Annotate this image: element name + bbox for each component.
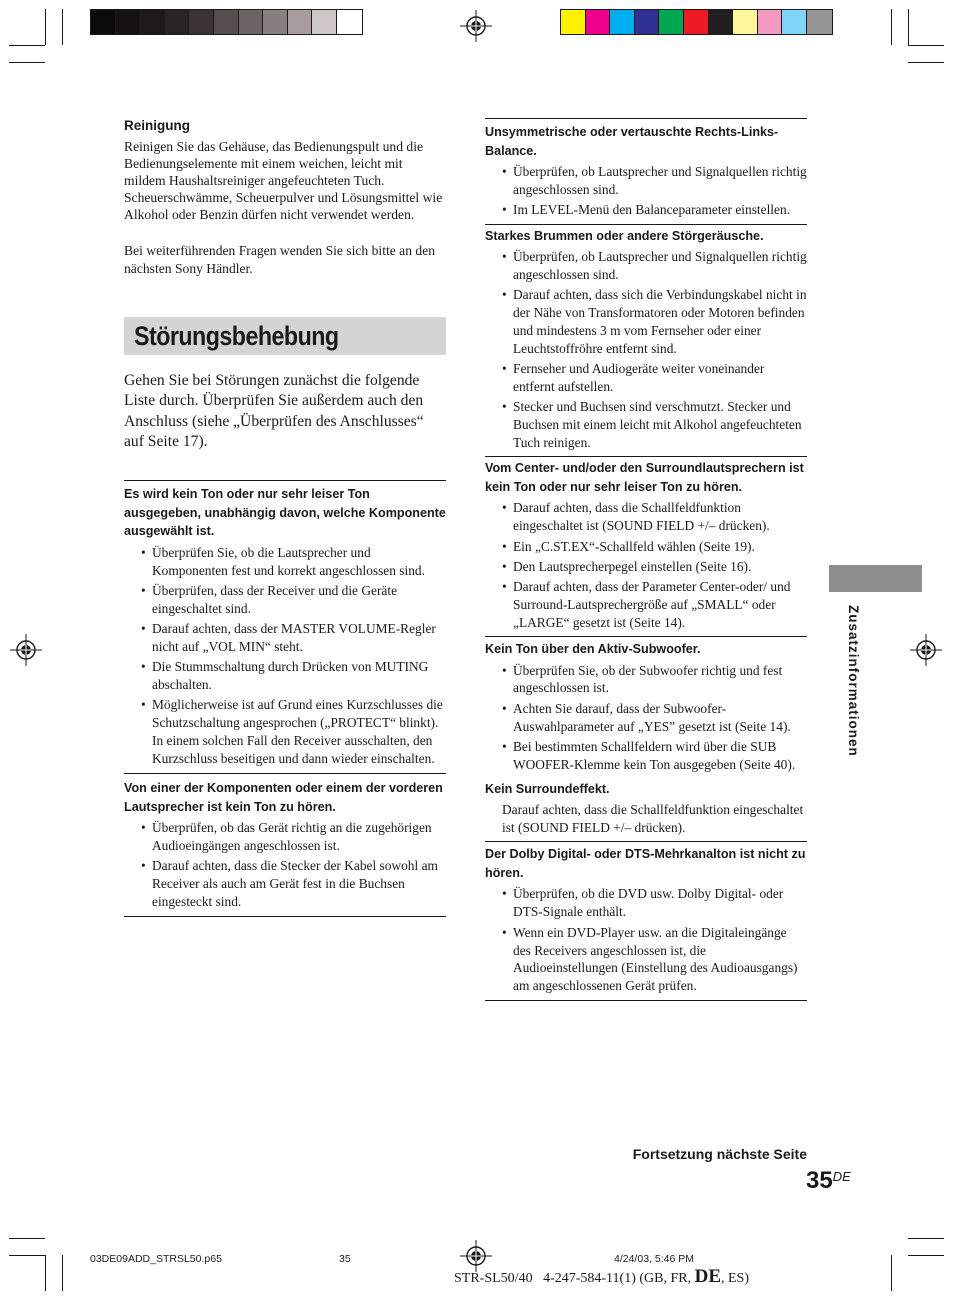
section-banner [124,317,446,355]
grayscale-bar [90,9,363,35]
divider [485,1000,807,1001]
cleaning-heading: Reinigung [124,118,190,133]
crop-mark [908,45,944,46]
footer-model-suffix: , ES) [721,1271,749,1286]
list-item: • Fernseher und Audiogeräte weiter voneinander entfernt aufstellen. [485,360,807,396]
continued-note: Fortsetzung nächste Seite [632,1146,807,1162]
color-swatch [288,10,313,34]
section-title: Kein Surroundeffekt. [485,781,610,796]
list-item: • Darauf achten, dass der Parameter Center-oder/ und Surround-Lautsprechergröße auf „SMALL“ oder „LARGE“ gesetzt ist (Seite 14). [485,578,807,632]
bullet-list [485,662,807,774]
crop-mark [908,1255,944,1256]
bullet-list [124,544,446,768]
crop-mark [908,9,909,45]
list-item: • Stecker und Buchsen sind verschmutzt. Stecker und Buchsen mit einem leicht mit Alkohol angefeuchteten Tuch reinigen. [485,398,807,452]
trouble-section [124,481,446,773]
crop-mark [9,1238,45,1239]
bullet-list [124,819,446,911]
list-item: • Überprüfen, ob das Gerät richtig an die zugehörigen Audioeingängen angeschlossen ist. [124,819,446,855]
footer-model-prefix: STR-SL50/40 4-247-584-11(1) (GB, FR, [454,1271,695,1286]
contact-text: Bei weiterführenden Fragen wenden Sie sich bitte an den nächsten Sony Händler. [124,243,436,276]
color-swatch [807,10,832,34]
color-swatch [635,10,660,34]
color-swatch [239,10,264,34]
crop-mark [908,1238,944,1239]
list-item: • Überprüfen, ob Lautsprecher und Signalquellen richtig angeschlossen sind. [485,248,807,284]
trouble-section [485,778,807,841]
color-bar [560,9,833,35]
divider [124,916,446,917]
crop-mark [891,9,892,45]
section-text: Darauf achten, dass die Schallfeldfunktion eingeschaltet ist (SOUND FIELD +/– drücken). [502,802,804,836]
list-item: • Darauf achten, dass sich die Verbindungskabel nicht in der Nähe von Transformatoren oder Motoren befinden und mindestens 3 m vom Fernseher oder einer Leuchtstoffröhre entfernt sind. [485,286,807,358]
bullet-list [485,885,807,995]
footer-date: 4/24/03, 5:46 PM [614,1253,694,1265]
color-swatch [337,10,362,34]
cleaning-text: Reinigen Sie das Gehäuse, das Bedienungspult und die Bedienungselemente mit einem weichen, leicht mit mildem Haushaltsreiniger angefeuchteten Tuch. Scheuerschwämme, Scheuerpulver und Lösungsmittel wie Alkohol oder Benzin dürfen nicht verwendet werden. [124,139,443,223]
crop-mark [9,62,45,63]
color-swatch [140,10,165,34]
page-number-value: 35 [806,1167,833,1194]
crop-mark [908,62,944,63]
section-title: Unsymmetrische oder vertauschte Rechts-Links-Balance. [485,125,779,158]
troubleshooting-intro [124,371,446,452]
color-swatch [263,10,288,34]
section-title: Starkes Brummen oder andere Störgeräusche. [485,228,764,243]
color-swatch [659,10,684,34]
trouble-section [485,457,807,636]
color-swatch [586,10,611,34]
list-item: • Darauf achten, dass die Schallfeldfunktion eingeschaltet ist (SOUND FIELD +/– drücken). [485,499,807,535]
left-column [124,117,446,277]
side-tab-text: Zusatzinformationen [846,605,861,757]
right-sections [485,118,807,1001]
footer-filename: 03DE09ADD_STRSL50.p65 [90,1253,222,1265]
page-title: Störungsbehebung [134,321,339,351]
section-title: Es wird kein Ton oder nur sehr leiser Ton ausgegeben, unabhängig davon, welche Komponente ausgewählt ist. [124,487,446,539]
footer-model [454,1266,749,1288]
list-item: • Überprüfen Sie, ob der Subwoofer richtig und fest angeschlossen ist. [485,662,807,698]
left-sections [124,480,446,917]
registration-mark-icon [910,634,942,666]
list-item: • Wenn ein DVD-Player usw. an die Digitaleingänge des Receivers angeschlossen ist, die Audioeinstellungen (Einstellung des Audioausgangs) am angeschlossenen Gerät prüfen. [485,924,807,996]
color-swatch [165,10,190,34]
list-item: • Darauf achten, dass der MASTER VOLUME-Regler nicht auf „VOL MIN“ steht. [124,620,446,656]
crop-mark [891,1255,892,1291]
color-swatch [684,10,709,34]
section-title: Vom Center- und/oder den Surroundlautsprechern ist kein Ton oder nur sehr leiser Ton zu hören. [485,461,804,494]
list-item: • Darauf achten, dass die Stecker der Kabel sowohl am Receiver als auch am Gerät fest in die Buchsen eingesteckt sind. [124,857,446,911]
footer-page: 35 [339,1253,351,1265]
color-swatch [312,10,337,34]
color-swatch [758,10,783,34]
registration-mark-icon [460,10,492,42]
list-item: • Überprüfen, ob die DVD usw. Dolby Digital- oder DTS-Signale enthält. [485,885,807,921]
crop-mark [45,1255,46,1291]
color-swatch [214,10,239,34]
crop-mark [62,9,63,45]
color-swatch [610,10,635,34]
bullet-list [485,499,807,631]
trouble-section [485,637,807,778]
bullet-list [485,248,807,452]
intro-text: Gehen Sie bei Störungen zunächst die folgende Liste durch. Überprüfen Sie außerdem auch den Anschluss (siehe „Überprüfen des Anschlusses“ auf Seite 17). [124,372,424,450]
section-title: Kein Ton über den Aktiv-Subwoofer. [485,641,701,656]
list-item: • Ein „C.ST.EX“-Schallfeld wählen (Seite 19). [485,538,807,556]
page-number [806,1167,851,1195]
list-item: • Überprüfen, dass der Receiver und die Geräte eingeschaltet sind. [124,582,446,618]
side-tab-label [843,605,867,785]
bullet-list [485,163,807,219]
list-item: • Den Lautsprecherpegel einstellen (Seite 16). [485,558,807,576]
color-swatch [709,10,734,34]
trouble-section [124,774,446,916]
trouble-section [485,842,807,999]
color-swatch [782,10,807,34]
crop-mark [62,1255,63,1291]
color-swatch [733,10,758,34]
list-item: • Die Stummschaltung durch Drücken von MUTING abschalten. [124,658,446,694]
trouble-section [485,225,807,457]
list-item: • Überprüfen Sie, ob die Lautsprecher und Komponenten fest und korrekt angeschlossen sind. [124,544,446,580]
crop-mark [9,45,45,46]
list-item: • Bei bestimmten Schallfeldern wird über die SUB WOOFER-Klemme kein Ton ausgegeben (Seite 40). [485,738,807,774]
color-swatch [91,10,116,34]
page-number-language: DE [832,1169,851,1184]
side-tab [829,565,922,592]
registration-mark-icon [10,634,42,666]
footer-model-lang: DE [694,1266,721,1287]
crop-mark [9,1255,45,1256]
section-title: Von einer der Komponenten oder einem der vorderen Lautsprecher ist kein Ton zu hören. [124,781,443,814]
section-title: Der Dolby Digital- oder DTS-Mehrkanalton ist nicht zu hören. [485,847,806,880]
list-item: • Möglicherweise ist auf Grund eines Kurzschlusses die Schutzschaltung angesprochen („PROTECT“ blinkt). In einem solchen Fall den Receiver ausschalten, den Kurzschluss beseitigen und dann wieder einschalten. [124,696,446,768]
list-item: • Überprüfen, ob Lautsprecher und Signalquellen richtig angeschlossen sind. [485,163,807,199]
trouble-section [485,119,807,224]
color-swatch [561,10,586,34]
color-swatch [189,10,214,34]
color-swatch [116,10,141,34]
list-item: • Im LEVEL-Menü den Balanceparameter einstellen. [485,201,807,219]
list-item: • Achten Sie darauf, dass der Subwoofer-Auswahlparameter auf „YES” gesetzt ist (Seite 14). [485,700,807,736]
crop-mark [45,9,46,45]
